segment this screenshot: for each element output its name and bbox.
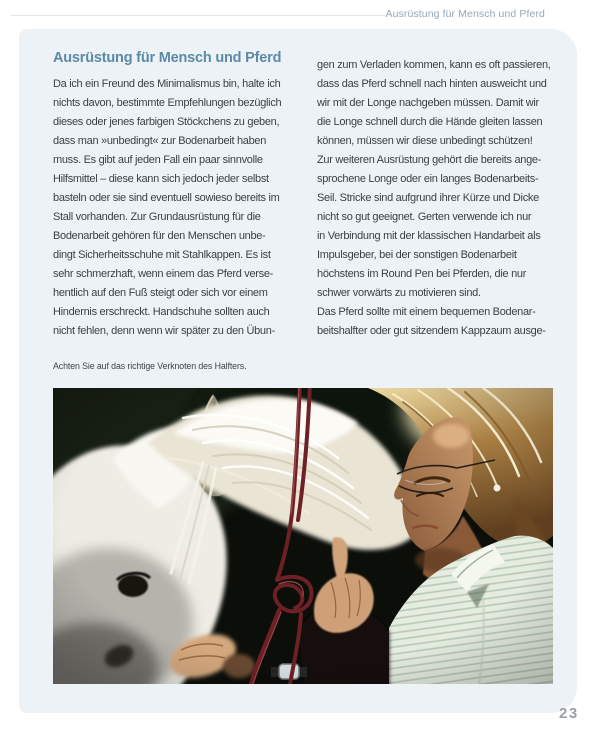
text-line: Seil. Stricke sind aufgrund ihrer Kürze und Dicke [317,192,539,204]
text-line: höchstens im Round Pen bei Pferden, die nur [317,268,527,280]
article-heading: Ausrüstung für Mensch und Pferd [53,50,282,66]
text-line: in Verbindung mit der klassischen Handarbeit als [317,230,541,242]
text-line: hentlich auf den Fuß steigt oder sich vor einem [53,287,268,299]
text-line: muss. Es gibt auf jeden Fall ein paar sinnvolle [53,154,263,166]
text-line: sehr schmerzhaft, wenn einem das Pferd verse- [53,268,274,280]
text-line: dass man »unbedingt« zur Bodenarbeit haben [53,135,267,147]
text-line: nichts davon, bestimmte Empfehlungen bezüglich [53,97,282,109]
text-line: dass das Pferd schnell nach hinten ausweicht und [317,78,547,90]
text-line: basteln oder sie sind eventuell sowieso bereits im [53,192,280,204]
text-line: schwer vorwärts zu motivieren sind. [317,287,481,299]
text-line: können, müssen wir diese unbedingt schützen! [317,135,533,147]
text-line: nicht fehlen, denn wenn wir später zu den Übun- [53,325,275,337]
text-line: Hilfsmittel – diese kann sich jedoch jeder selbst [53,173,269,185]
text-line: die Longe schnell durch die Hände gleiten lassen [317,116,543,128]
page-number: 23 [559,705,579,722]
right-text-column [317,56,577,341]
text-line: Hindernis erschreckt. Handschuhe sollten auch [53,306,270,318]
text-line: Da ich ein Freund des Minimalismus bin, halte ich [53,78,281,90]
text-line: gen zum Verladen kommen, kann es oft passieren, [317,59,551,71]
running-header: Ausrüstung für Mensch und Pferd [385,8,545,20]
text-line: Bodenarbeit gehören für den Menschen unbe- [53,230,266,242]
text-line: sprochene Longe oder ein langes Bodenarbeits- [317,173,539,185]
text-line: nicht so gut geeignet. Gerten verwende ich nur [317,211,532,223]
text-line: beitshalfter oder gut sitzendem Kappzaum ausge- [317,325,546,337]
photo-caption: Achten Sie auf das richtige Verknoten des Halfters. [53,361,247,371]
text-line: wir mit der Longe nachgeben müssen. Damit wir [317,97,539,109]
photo-vignette [53,388,553,684]
left-text-column [53,75,317,341]
content-panel [19,29,577,713]
text-line: dingt Sicherheitsschuhe mit Stahlkappen. Es ist [53,249,271,261]
horse-halter-photo [53,388,553,684]
text-line: Zur weiteren Ausrüstung gehört die bereits ange- [317,154,542,166]
text-line: Das Pferd sollte mit einem bequemen Bodenar- [317,306,536,318]
text-line: Stall vorhanden. Zur Grundausrüstung für die [53,211,261,223]
text-line: Impulsgeber, bei der sonstigen Bodenarbeit [317,249,517,261]
text-line: dieses oder jenes farbigen Stöckchens zu geben, [53,116,280,128]
header-rule [11,15,385,16]
